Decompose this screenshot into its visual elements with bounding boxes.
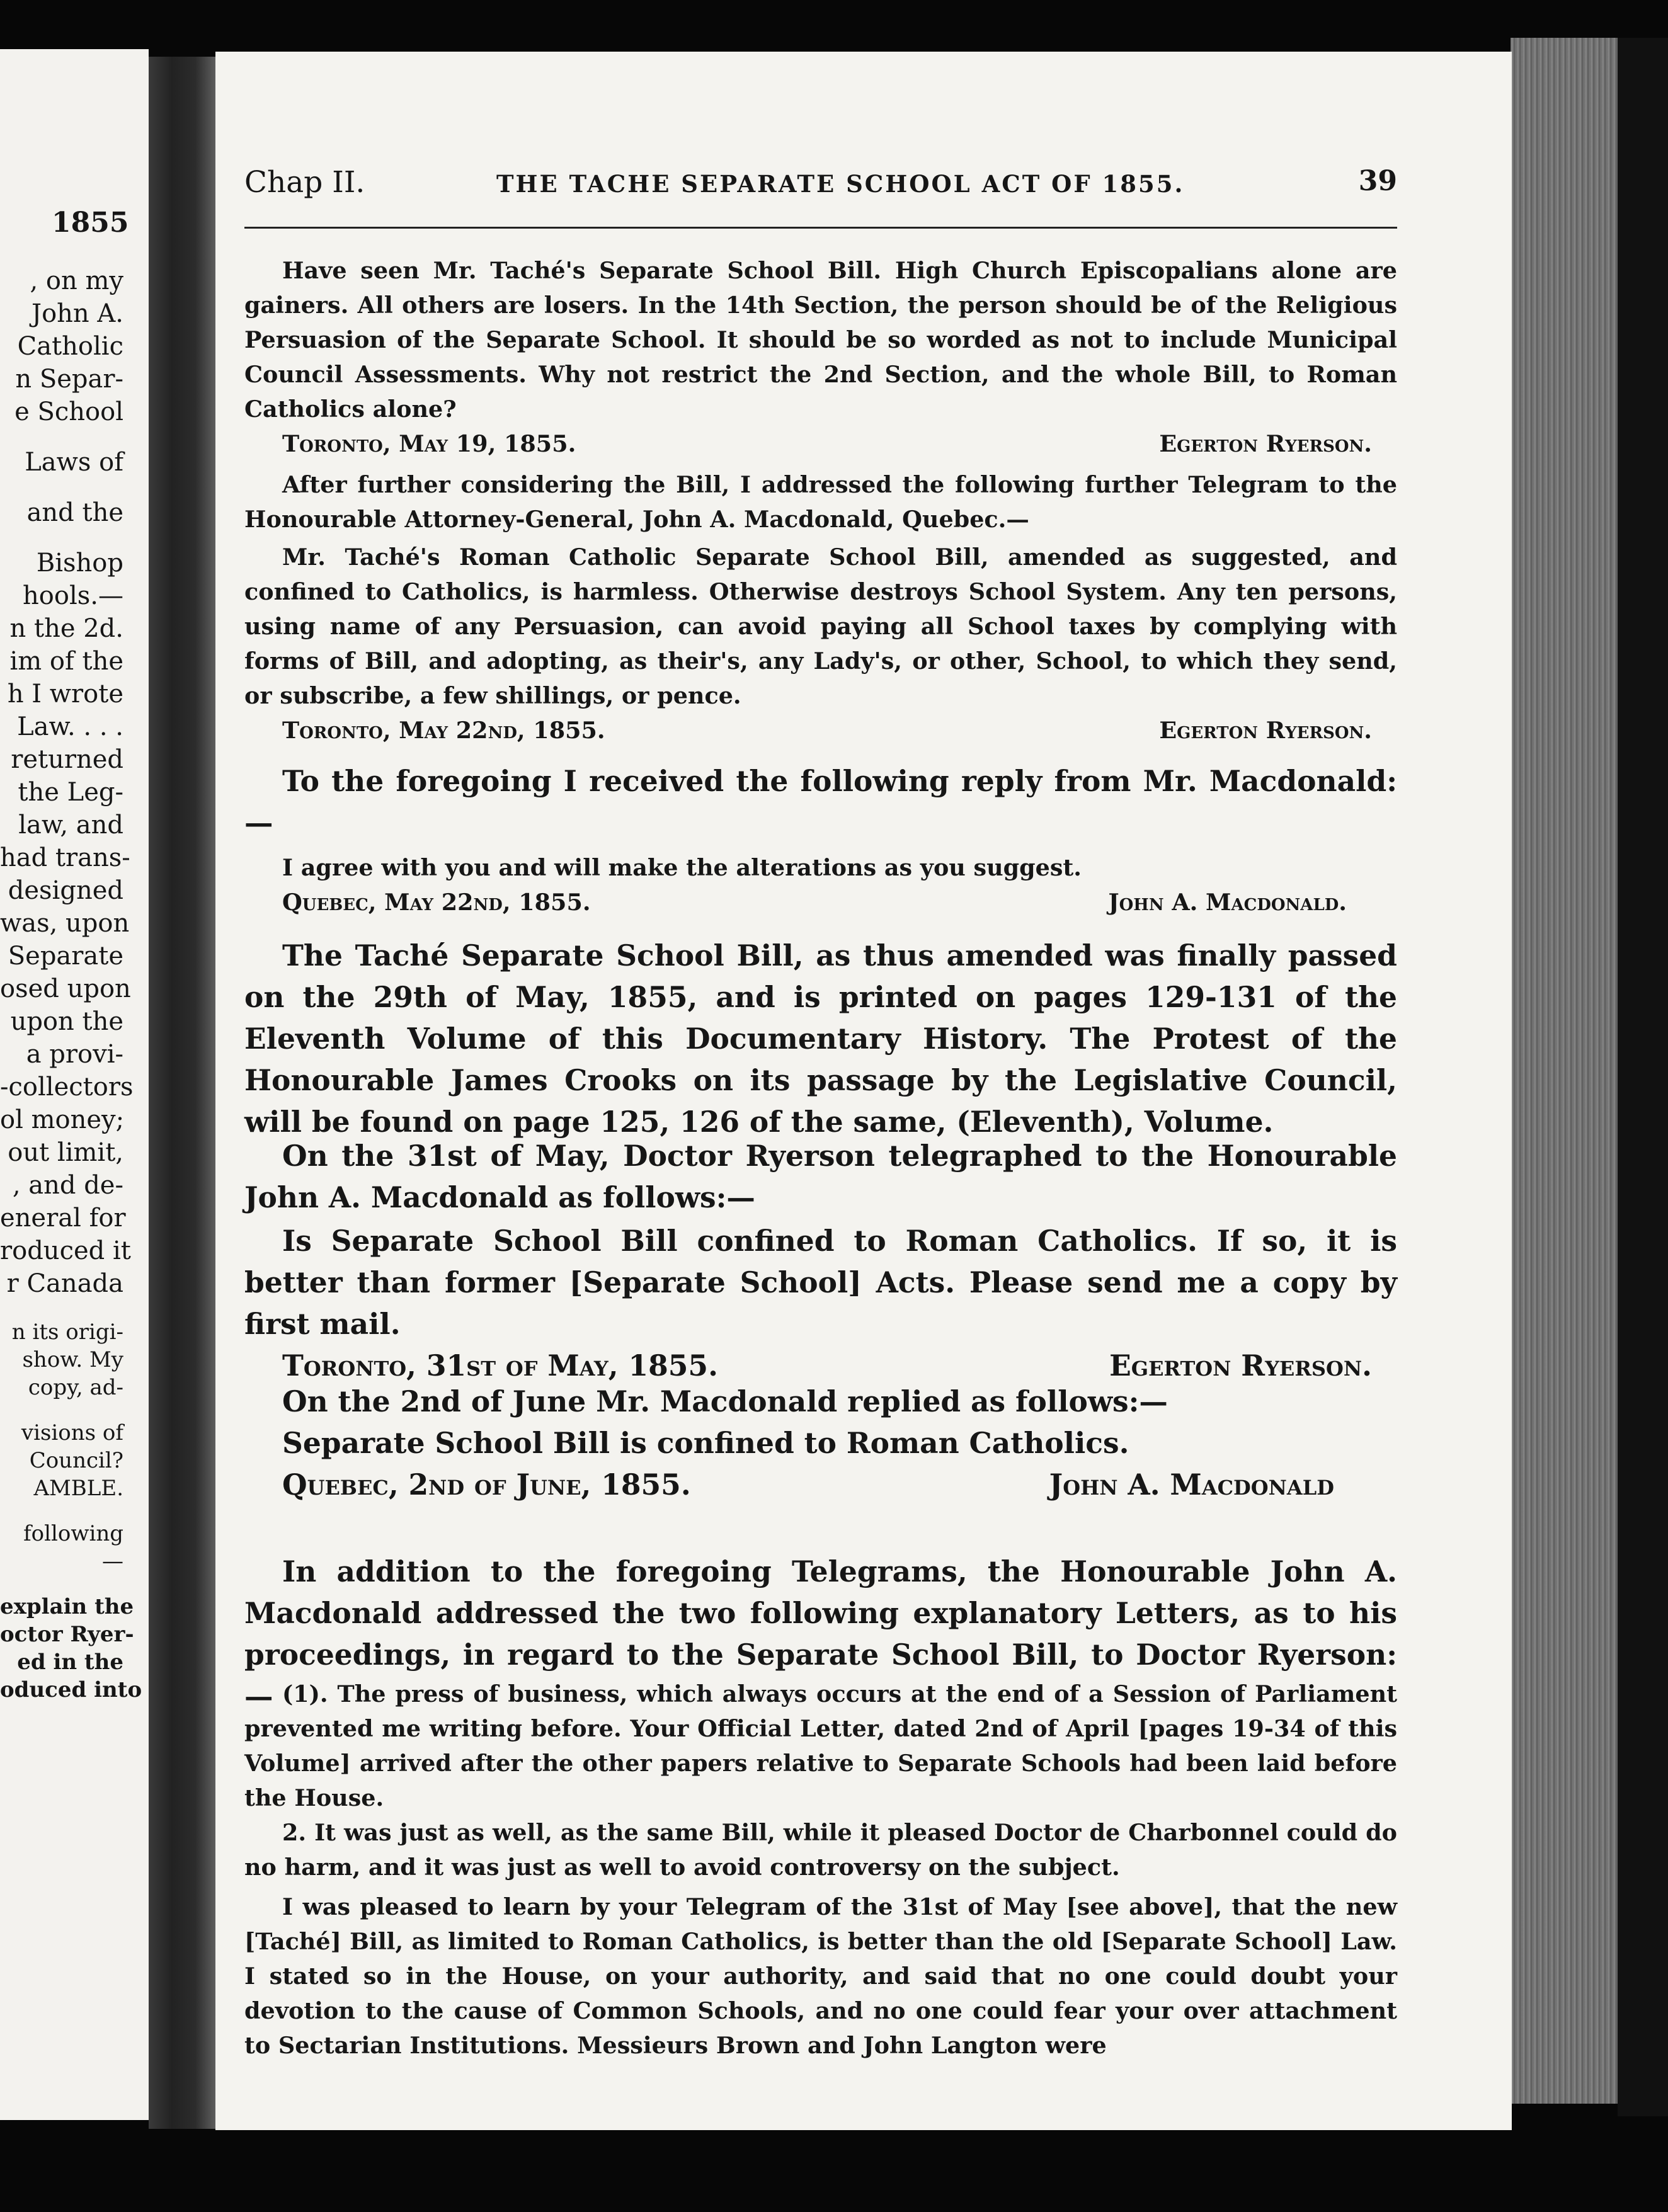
- previous-page-year: 1855: [52, 207, 129, 239]
- reply-1-text: I agree with you and will make the alterations as you suggest.: [282, 854, 1082, 881]
- paragraph-31st: [244, 1135, 1397, 1218]
- signature-2-name: Egerton Ryerson.: [1159, 717, 1372, 744]
- previous-page-line: Council?: [29, 1448, 123, 1473]
- paragraph-reply-text: To the foregoing I received the following reply from Mr. Macdonald:—: [244, 764, 1397, 840]
- previous-page-strip: [0, 49, 149, 2120]
- previous-page-line: h I wrote: [7, 680, 123, 709]
- paragraph-31st-text: On the 31st of May, Doctor Ryerson telegraphed to the Honourable John A. Macdonald as follows:—: [244, 1139, 1397, 1214]
- signature-1-place: Toronto, May 19, 1855.: [282, 430, 576, 457]
- telegram-3-text: Is Separate School Bill confined to Roman Catholics. If so, it is better than former [Separate School] Acts. Please send me a copy by first mail.: [244, 1224, 1397, 1341]
- book-gutter: [149, 57, 215, 2129]
- previous-page-line: out limit,: [8, 1138, 123, 1167]
- previous-page-line: im of the: [9, 647, 123, 676]
- reply-1: [244, 850, 1397, 920]
- previous-page-line: ol money;: [0, 1105, 125, 1134]
- signature-1: [244, 426, 1397, 461]
- page-number: 39: [1358, 165, 1397, 197]
- page-stack-edge: [1511, 38, 1618, 2104]
- letter-3-text: I was pleased to learn by your Telegram of the 31st of May [see above], that the new [Taché] Bill, as limited to Roman Catholics, is better than the old [Separate School] Law. I stated so in the House, on your authority, and said that no one could doubt your devotion to the cause of Common Schools, and no one could fear your over attachment to Sectarian Institutions. Messieurs Brown and John Langton were: [244, 1893, 1397, 2059]
- paragraph-passed-text: The Taché Separate School Bill, as thus amended was finally passed on the 29th of May, 1855, and is printed on pages 129-131 of the Eleventh Volume of this Documentary History. The Protest of the Honourable James Crooks on its passage by the Legislative Council, will be found on page 125, 126 of the same, (Eleventh), Volume.: [244, 938, 1397, 1139]
- previous-page-line: , and de-: [12, 1171, 123, 1200]
- previous-page-line: eneral for: [0, 1204, 126, 1233]
- telegram-3: [244, 1220, 1397, 1386]
- signature-1-name: Egerton Ryerson.: [1159, 430, 1372, 457]
- previous-page-line: a provi-: [26, 1040, 123, 1069]
- previous-page-line: copy, ad-: [28, 1375, 123, 1400]
- letter-1-text: (1). The press of business, which always occurs at the end of a Session of Parliament prevented me writing before. Your Official Letter, dated 2nd of April [pages 19-34 of this Volume] arrived after the other papers relative to Separate Schools had been laid before the House.: [244, 1680, 1397, 1811]
- previous-page-line: explain the: [0, 1594, 134, 1619]
- letter-2-text: 2. It was just as well, as the same Bill, while it pleased Doctor de Charbonnel could do no harm, and it was just as well to avoid controversy on the subject.: [244, 1819, 1397, 1881]
- document-page: [215, 52, 1512, 2130]
- telegram-1-text: Have seen Mr. Taché's Separate School Bill. High Church Episcopalians alone are gainers. All others are losers. In the 14th Section, the person should be of the Religious Persuasion of the Separate School. It should be so worded as not to include Municipal Council Assessments. Why not restrict the 2nd Section, and the whole Bill, to Roman Catholics alone?: [244, 257, 1397, 423]
- previous-page-line: Law. . . .: [17, 712, 123, 741]
- previous-page-line: following: [23, 1521, 123, 1546]
- previous-page-line: n its origi-: [11, 1320, 123, 1345]
- previous-page-line: n Separ-: [15, 365, 123, 394]
- previous-page-line: hools.—: [23, 581, 123, 610]
- previous-page-line: octor Ryer-: [0, 1622, 134, 1647]
- previous-page-line: was, upon: [0, 909, 130, 938]
- previous-page-line: visions of: [21, 1420, 123, 1445]
- signature-3-name: John A. Macdonald.: [1108, 889, 1347, 916]
- previous-page-line: John A.: [31, 299, 123, 328]
- signature-4-name: Egerton Ryerson.: [1109, 1348, 1372, 1382]
- reply-2-text: Separate School Bill is confined to Roman Catholics.: [282, 1426, 1129, 1460]
- previous-page-line: ed in the: [17, 1650, 123, 1675]
- previous-page-line: law, and: [18, 811, 123, 840]
- paragraph-june-text: On the 2nd of June Mr. Macdonald replied as follows:—: [282, 1384, 1168, 1418]
- previous-page-line: osed upon: [0, 974, 131, 1003]
- letter-paragraph-2: [244, 1815, 1397, 1884]
- previous-page-line: r Canada: [6, 1269, 123, 1298]
- previous-page-line: had trans-: [0, 843, 130, 872]
- paragraph-after: [244, 467, 1397, 537]
- signature-2: [244, 713, 1397, 748]
- previous-page-line: Laws of: [25, 448, 123, 477]
- signature-2-place: Toronto, May 22nd, 1855.: [282, 717, 605, 744]
- previous-page-line: n the 2d.: [9, 614, 123, 643]
- telegram-2: [244, 540, 1397, 748]
- signature-5-place: Quebec, 2nd of June, 1855.: [282, 1468, 691, 1502]
- scan-shadow: [1618, 38, 1668, 2116]
- previous-page-line: AMBLE.: [33, 1476, 123, 1501]
- paragraph-passed: [244, 935, 1397, 1143]
- chapter-label: Chap II.: [244, 165, 365, 200]
- signature-3-place: Quebec, May 22nd, 1855.: [282, 889, 591, 916]
- running-title: THE TACHE SEPARATE SCHOOL ACT OF 1855.: [496, 170, 1185, 198]
- telegram-2-text: Mr. Taché's Roman Catholic Separate School Bill, amended as suggested, and confined to Catholics, is harmless. Otherwise destroys School System. Any ten persons, using name of any Persuasion, can avoid paying all School taxes by complying with forms of Bill, and adopting, as their's, any Lady's, or other, School, to which they send, or subscribe, a few shillings, or pence.: [244, 544, 1397, 709]
- previous-page-line: designed: [8, 876, 123, 905]
- telegram-1: [244, 253, 1397, 461]
- paragraph-reply: [244, 760, 1397, 843]
- paragraph-after-text: After further considering the Bill, I addressed the following further Telegram to the Honourable Attorney-General, John A. Macdonald, Quebec.—: [244, 471, 1397, 533]
- letter-paragraph-1: [244, 1677, 1397, 1815]
- previous-page-line: -collectors: [0, 1073, 134, 1102]
- previous-page-line: returned: [11, 745, 123, 774]
- previous-page-line: roduced it: [0, 1236, 131, 1265]
- paragraph-addition-text: In addition to the foregoing Telegrams, the Honourable John A. Macdonald addressed the two following explanatory Letters, as to his proceedings, in regard to the Separate School Bill, to Doctor Ryerson:—: [244, 1554, 1397, 1713]
- signature-3: [244, 885, 1397, 920]
- signature-5: [282, 1464, 1397, 1505]
- signature-5-name: John A. Macdonald: [1049, 1468, 1334, 1502]
- previous-page-line: and the: [26, 498, 123, 527]
- running-head: [244, 165, 1397, 209]
- letter-paragraph-3: [244, 1890, 1397, 2063]
- previous-page-line: the Leg-: [18, 778, 123, 807]
- previous-page-line: oduced into: [0, 1677, 142, 1702]
- previous-page-line: e School: [14, 397, 123, 426]
- signature-4-place: Toronto, 31st of May, 1855.: [282, 1348, 718, 1382]
- previous-page-line: —: [102, 1549, 123, 1574]
- previous-page-line: , on my: [30, 266, 123, 295]
- june-reply: [244, 1381, 1397, 1505]
- previous-page-line: Catholic: [17, 332, 123, 361]
- previous-page-line: Bishop: [36, 549, 123, 578]
- previous-page-line: upon the: [10, 1007, 123, 1036]
- previous-page-line: show. My: [22, 1347, 123, 1372]
- previous-page-line: Separate: [8, 942, 123, 971]
- header-rule: [244, 227, 1397, 229]
